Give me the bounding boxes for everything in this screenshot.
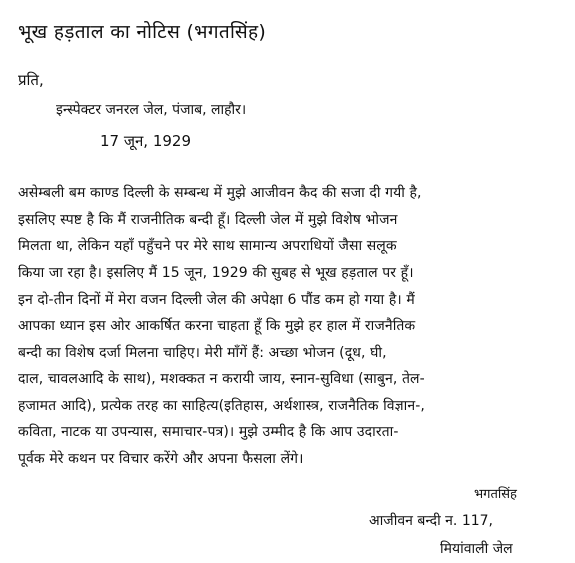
body-line: कविता, नाटक या उपन्यास, समाचार-पत्र)। मुझे उम्मीद है कि आप उदारता- (18, 424, 399, 440)
document-title: भूख हड़ताल का नोटिस (भगतसिंह) (18, 21, 267, 43)
salutation: प्रति, (18, 71, 44, 89)
body-line: इसलिए स्पष्ट है कि मैं राजनीतिक बन्दी हूँ। दिल्ली जेल में मुझे विशेष भोजन (18, 212, 398, 228)
addressee: इन्स्पेक्टर जनरल जेल, पंजाब, लाहौर। (56, 102, 247, 118)
body-line: आपका ध्यान इस ओर आकर्षित करना चाहता हूँ कि मुझे हर हाल में राजनैतिक (18, 318, 416, 334)
letter-date: 17 जून, 1929 (100, 132, 192, 150)
body-line: बन्दी का विशेष दर्जा मिलना चाहिए। मेरी माँगें हैं: अच्छा भोजन (दूध, घी, (18, 345, 387, 361)
body-line: किया जा रहा है। इसलिए मैं 15 जून, 1929 की सुबह से भूख हड़ताल पर हूँ। (18, 265, 414, 281)
signature-jail: मियांवाली जेल (440, 541, 513, 557)
signature-prisoner-number: आजीवन बन्दी न. 117, (369, 513, 493, 529)
body-line: पूर्वक मेरे कथन पर विचार करेंगे और अपना फैसला लेंगे। (18, 451, 304, 467)
body-line: हजामत आदि), प्रत्येक तरह का साहित्य(इतिहास, अर्थशास्त्र, राजनैतिक विज्ञान-, (18, 398, 425, 414)
body-line: मिलता था, लेकिन यहाँ पहुँचने पर मेरे साथ सामान्य अपराधियों जैसा सलूक (18, 238, 397, 254)
body-line: इन दो-तीन दिनों में मेरा वजन दिल्ली जेल की अपेक्षा 6 पौंड कम हो गया है। मैं (18, 292, 415, 308)
body-line: असेम्बली बम काण्ड दिल्ली के सम्बन्ध में मुझे आजीवन कैद की सजा दी गयी है, (18, 185, 422, 201)
body-line: दाल, चावलआदि के साथ), मशक्कत न करायी जाय, स्नान-सुविधा (साबुन, तेल- (18, 371, 425, 387)
signature-name: भगतसिंह (474, 487, 517, 502)
